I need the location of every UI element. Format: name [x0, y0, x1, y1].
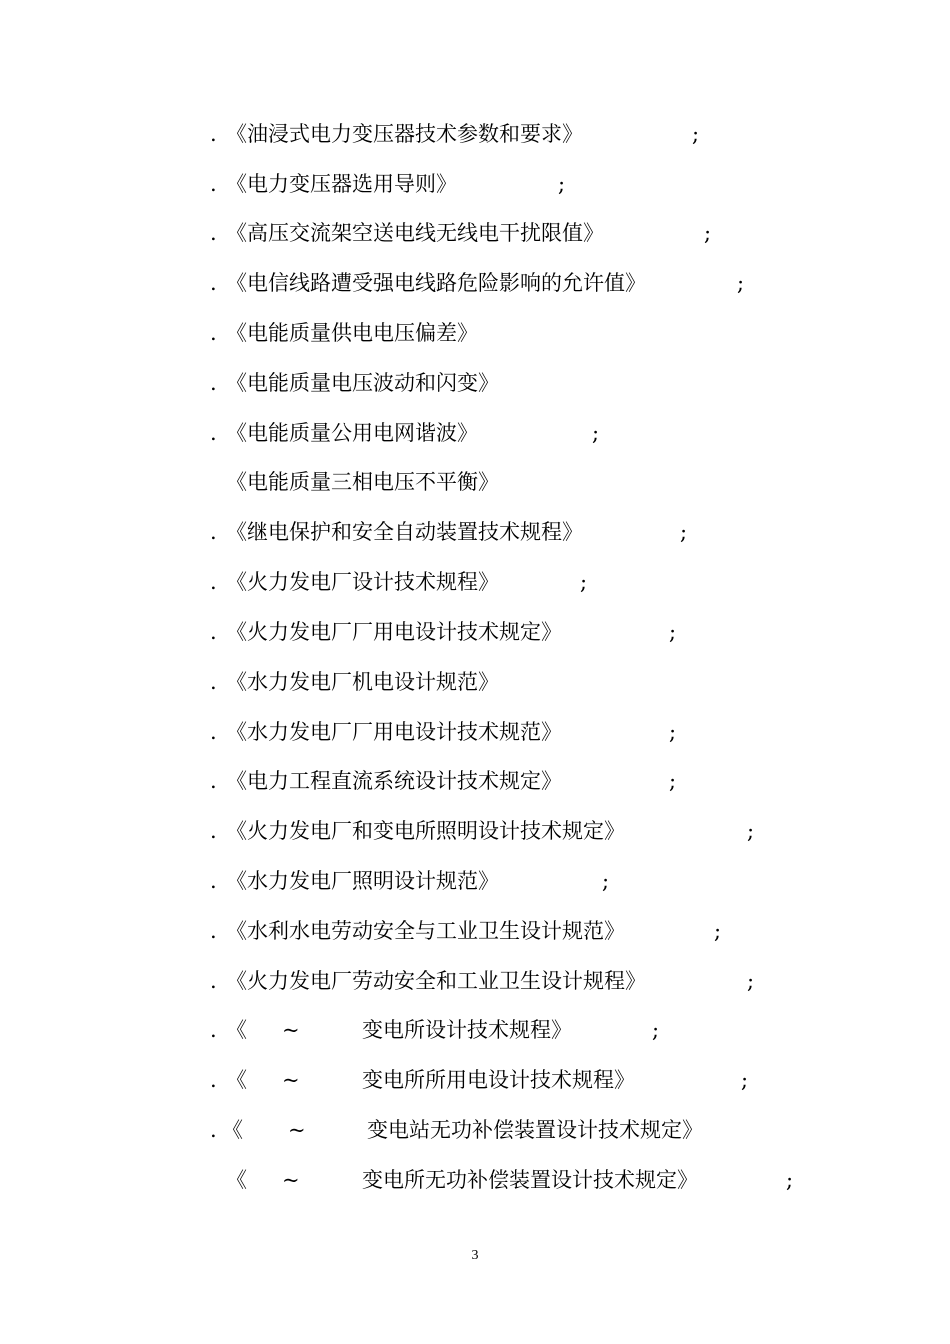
line-prefix: . — [210, 421, 217, 445]
line-suffix: ; — [558, 172, 566, 196]
reference-title: 《电能质量公用电网谐波》 — [226, 421, 478, 445]
line-suffix: ; — [669, 620, 677, 644]
line-suffix: ; — [747, 969, 755, 993]
reference-title: 变电所设计技术规程》 — [362, 1018, 572, 1042]
line-suffix: ; — [714, 919, 722, 943]
line-suffix: ; — [592, 421, 600, 445]
line-prefix: . — [210, 1118, 217, 1142]
reference-title: 《电能质量供电电压偏差》 — [226, 321, 478, 345]
reference-title: 《火力发电厂设计技术规程》 — [226, 570, 499, 594]
line-suffix: ; — [704, 221, 712, 245]
line-prefix: . — [210, 819, 217, 843]
line-suffix: ; — [747, 819, 755, 843]
line-prefix: . — [210, 1068, 217, 1092]
line-suffix: ; — [737, 271, 745, 295]
line-prefix: . — [210, 321, 217, 345]
reference-title: 《电能质量电压波动和闪变》 — [226, 371, 499, 395]
line-suffix: ; — [580, 570, 588, 594]
line-suffix: ; — [692, 122, 700, 146]
reference-title: 《电能质量三相电压不平衡》 — [226, 470, 499, 494]
reference-title: 《油浸式电力变压器技术参数和要求》 — [226, 122, 583, 146]
reference-title: 《水力发电厂照明设计规范》 — [226, 869, 499, 893]
line-suffix: ; — [669, 720, 677, 744]
line-suffix: ; — [786, 1168, 794, 1192]
line-prefix: . — [210, 869, 217, 893]
reference-open-bracket: 《 — [226, 1018, 247, 1042]
page-number: 3 — [471, 1248, 479, 1263]
line-prefix: . — [210, 172, 217, 196]
line-prefix: . — [210, 969, 217, 993]
reference-range-tilde: ~ — [282, 1018, 300, 1042]
reference-title: 《高压交流架空送电线无线电干扰限值》 — [226, 221, 604, 245]
reference-title: 《电力工程直流系统设计技术规定》 — [226, 769, 562, 793]
line-prefix: . — [210, 221, 217, 245]
line-prefix: . — [210, 371, 217, 395]
reference-title: 《继电保护和安全自动装置技术规程》 — [226, 520, 583, 544]
reference-title: 变电站无功补偿装置设计技术规定》 — [367, 1118, 703, 1142]
line-suffix: ; — [602, 869, 610, 893]
reference-title: 变电所所用电设计技术规程》 — [362, 1068, 635, 1092]
reference-range-tilde: ~ — [282, 1168, 300, 1192]
line-suffix: ; — [741, 1068, 749, 1092]
reference-open-bracket: 《 — [226, 1168, 247, 1192]
reference-title: 《电力变压器选用导则》 — [226, 172, 457, 196]
line-suffix: ; — [680, 520, 688, 544]
line-prefix: . — [210, 620, 217, 644]
line-suffix: ; — [652, 1018, 660, 1042]
line-prefix: . — [210, 720, 217, 744]
line-prefix: . — [210, 769, 217, 793]
reference-title: 《电信线路遭受强电线路危险影响的允许值》 — [226, 271, 646, 295]
reference-range-tilde: ~ — [282, 1068, 300, 1092]
line-prefix: . — [210, 670, 217, 694]
reference-title: 《火力发电厂厂用电设计技术规定》 — [226, 620, 562, 644]
line-prefix: . — [210, 570, 217, 594]
line-prefix: . — [210, 271, 217, 295]
line-prefix: . — [210, 122, 217, 146]
reference-open-bracket: 《 — [226, 1068, 247, 1092]
line-prefix: . — [210, 1018, 217, 1042]
reference-title: 《水力发电厂厂用电设计技术规范》 — [226, 720, 562, 744]
line-suffix: ; — [669, 769, 677, 793]
reference-title: 《水力发电厂机电设计规范》 — [226, 670, 499, 694]
line-prefix: . — [210, 520, 217, 544]
reference-range-tilde: ~ — [288, 1118, 306, 1142]
reference-title: 《水利水电劳动安全与工业卫生设计规范》 — [226, 919, 625, 943]
reference-title: 《火力发电厂劳动安全和工业卫生设计规程》 — [226, 969, 646, 993]
reference-title: 《火力发电厂和变电所照明设计技术规定》 — [226, 819, 625, 843]
line-prefix: . — [210, 919, 217, 943]
reference-open-bracket: 《 — [222, 1118, 243, 1142]
reference-title: 变电所无功补偿装置设计技术规定》 — [362, 1168, 698, 1192]
